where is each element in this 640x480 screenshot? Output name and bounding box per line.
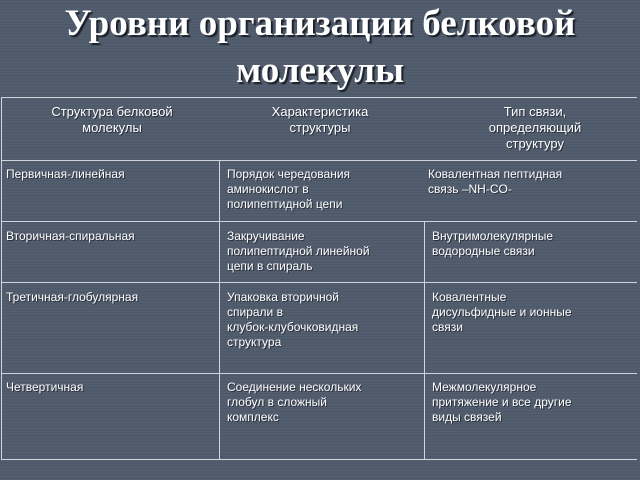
row-divider (1, 282, 637, 283)
row-divider (1, 160, 637, 161)
page-title (0, 0, 640, 94)
row-divider (1, 373, 637, 374)
table-border-top (1, 97, 637, 98)
table-row-3-bond: Ковалентные дисульфидные и ионные связи (432, 290, 572, 334)
table-row-1-structure: Первичная-линейная (6, 167, 125, 181)
table-row-2-structure: Вторичная-спиральная (6, 229, 135, 243)
column-divider (1, 97, 2, 459)
column-divider (219, 160, 220, 459)
table-row-4-structure: Четвертичная (6, 380, 84, 394)
title-line-2: молекулы (236, 50, 404, 91)
title-line-1: Уровни организации белковой (64, 3, 576, 44)
header-bond-type: Тип связи, определяющий структуру (488, 104, 582, 151)
table-row-2-characteristic: Закручивание полипептидной линейной цепи в спираль (227, 229, 370, 273)
table-row-4-characteristic: Соединение нескольких глобул в сложный комплекс (227, 380, 362, 424)
row-divider (1, 221, 637, 222)
table-row-3-characteristic: Упаковка вторичной спирали в клубок-клубочковидная структура (227, 290, 359, 349)
table-row-3-structure: Третичная-глобулярная (6, 290, 139, 304)
table-row-1-bond: Ковалентная пептидная связь –NH-CO- (428, 167, 563, 196)
table-row-4-bond: Межмолекулярное притяжение и все другие виды связей (432, 380, 572, 424)
header-characteristic: Характеристика структуры (271, 104, 369, 135)
table-row-2-bond: Внутримолекулярные водородные связи (432, 229, 554, 258)
header-structure: Структура белковой молекулы (51, 104, 173, 135)
table-row-1-characteristic: Порядок чередования аминокислот в полипептидной цепи (227, 167, 351, 211)
table-border-bottom (1, 459, 637, 460)
column-divider (424, 221, 425, 459)
